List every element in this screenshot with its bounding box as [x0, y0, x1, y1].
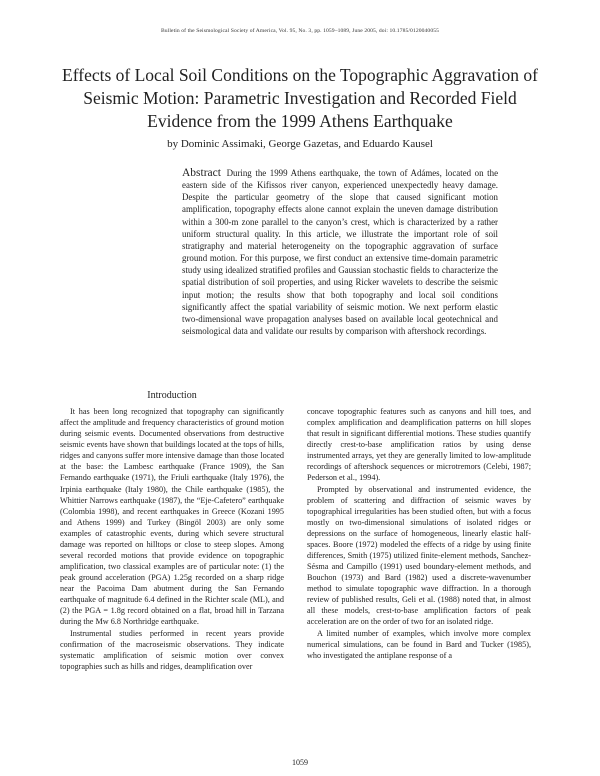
page-number: 1059	[292, 758, 308, 767]
abstract-text: During the 1999 Athens earthquake, the town of Adámes, located on the eastern side of the Kifissos river canyon, experienced unexpectedly heavy damage. Despite the particular geometry of the slope that caused significant motion amplification, topography effects alone cannot explain the uneven damage distribution within a 300-m zone parallel to the canyon’s crest, which is characterized by a rather uniform structural quality. In this article, we illustrate the important role of soil stratigraphy and material heterogeneity on the topographic aggravation of surface ground motion. For this purpose, we first conduct an extensive time-domain parametric study using idealized stratified profiles and Gaussian stochastic fields to characterize the spatial distribution of soil properties, and using Ricker wavelets to describe the seismic input motion; the results show that both topography and local soil conditions significantly affect the spatial variability of seismic motion. We next perform elastic two-dimensional wave propagation analyses based on available local geotechnical and seismological data and validate our results by comparison with aftershock recordings.	[182, 168, 499, 337]
left-column	[60, 406, 284, 672]
body-paragraph: It has been long recognized that topography can significantly affect the amplitude and frequency characteristics of ground motion during seismic events. Documented observations from destructive seismic events have shown that buildings located at the tops of hills, ridges and canyons suffer more intensive damage than those located at the base: the Lambesc earthquake (France 1909), the San Fernando earthquake (1971), the Friuli earthquake (Italy 1976), the Irpinia earthquake (Italy 1980), the Chile earthquake (1985), the Whittier Narrows earthquake (1987), the “Eje-Cafetero” earthquake (Colombia 1998), and recent earthquakes in Greece (Kozani 1995 and Athens 1999) and Turkey (Bingöl 2003) are only some examples of catastrophic events, during which severe structural damage was reported on hilltops or close to steep slopes. Among several recorded motions that provide evidence on topographic amplification, two classical examples are of particular note: (1) the peak ground acceleration (PGA) 1.25g recorded on a sharp ridge near the Pacoima Dam abutment during the San Fernando earthquake of magnitude 6.4 defined in the Richter scale (ML), and (2) the PGA = 1.8g record obtained on a flat, broad hill in Tarzana during the Mw 6.8 Northridge earthquake.	[60, 407, 284, 627]
abstract-label: Abstract	[182, 167, 221, 179]
right-column	[307, 406, 531, 661]
body-paragraph: concave topographic features such as canyons and hill toes, and complex amplification and deamplification patterns on hill slopes that result in significant differential motions. These studies quantify directly crest-to-base amplification ratios by using dense instrumented arrays, yet they are generally limited to low-amplitude recordings of aftershock sequences or microtremors (Celebi, 1987; Pederson et al., 1994).	[307, 407, 531, 483]
journal-header: Bulletin of the Seismological Society of America, Vol. 95, No. 3, pp. 1059–1089, June 2005, doi: 10.1785/0120040055	[160, 28, 440, 34]
section-heading-introduction: Introduction	[147, 390, 197, 401]
abstract	[182, 167, 498, 337]
title-line-2: Seismic Motion: Parametric Investigation and Recorded Field	[83, 88, 517, 108]
author-list: by Dominic Assimaki, George Gazetas, and Eduardo Kausel	[167, 138, 433, 150]
paper-title	[40, 64, 560, 133]
body-paragraph: Prompted by observational and instrumented evidence, the problem of scattering and diffraction of seismic waves by topographical irregularities has been studied often, but with a focus mostly on two-dimensional simulations of isolated ridges or depressions on the surface of homogeneous, linearly elastic half-spaces. Boore (1972) modeled the effects of a ridge by using finite differences, Smith (1975) utilized finite-element methods, Sanchez-Sésma and Campillo (1991) used boundary-element methods, and Bouchon (1973) and Bard (1982) used a discrete-wavenumber method to simulate topographic wave diffraction. In a thorough review of published results, Geli et al. (1988) noted that, in almost all these models, crest-to-base amplification factors of peak acceleration are on the order of two for an isolated ridge.	[307, 484, 531, 627]
title-line-3: Evidence from the 1999 Athens Earthquake	[147, 111, 453, 131]
body-paragraph: A limited number of examples, which involve more complex numerical simulations, can be found in Bard and Tucker (1985), who investigated the antiplane response of a	[307, 628, 531, 660]
title-line-1: Effects of Local Soil Conditions on the Topographic Aggravation of	[62, 65, 538, 85]
body-paragraph: Instrumental studies performed in recent years provide confirmation of the macroseismic observations. They indicate systematic amplification of seismic motion over convex topographies such as hills and ridges, deamplification over	[60, 628, 284, 671]
